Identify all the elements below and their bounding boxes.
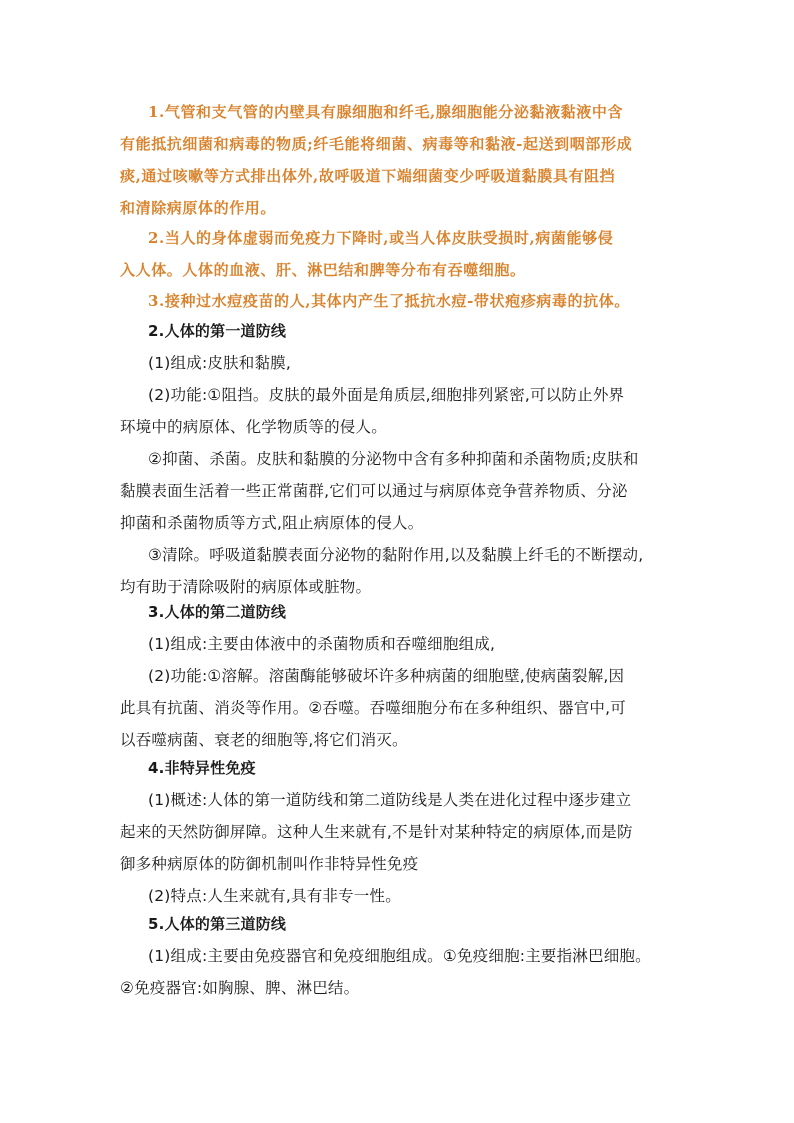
- orange-note-3: [120, 285, 692, 317]
- text-line: 有能抵抗细菌和病毒的物质;纤毛能将细菌、病毒等和黏液-起送到咽部形成: [120, 135, 633, 153]
- text-line: 1.气管和支气管的内壁具有腺细胞和纤毛,腺细胞能分泌黏液黏液中含: [148, 103, 624, 121]
- text-line: 均有助于清除吸附的病原体或脏物。: [120, 578, 372, 596]
- text-line: 御多种病原体的防御机制叫作非特异性免疫: [120, 855, 419, 873]
- text-line: 入人体。人体的血液、肝、淋巴结和脾等分布有吞噬细胞。: [120, 261, 526, 279]
- text-line: 黏膜表面生活着一些正常菌群,它们可以通过与病原体竞争营养物质、分泌: [120, 482, 628, 500]
- orange-note-2: [120, 222, 692, 286]
- section-heading: 5.人体的第三道防线: [148, 915, 287, 933]
- text-line: ②免疫器官:如胸腺、脾、淋巴结。: [120, 979, 360, 997]
- section-second-defense: [120, 596, 692, 756]
- text-line: (2)特点:人生来就有,具有非专一性。: [148, 887, 401, 905]
- text-line: 3.接种过水痘疫苗的人,其体内产生了抵抗水痘-带状疱疹病毒的抗体。: [148, 292, 630, 310]
- text-line: (2)功能:①溶解。溶菌酶能够破坏许多种病菌的细胞壁,使病菌裂解,因: [148, 667, 625, 685]
- section-third-defense: [120, 908, 692, 1004]
- text-line: 起来的天然防御屏障。这种人生来就有,不是针对某种特定的病原体,而是防: [120, 823, 633, 841]
- text-line: 环境中的病原体、化学物质等的侵人。: [120, 418, 387, 436]
- section-nonspecific-immunity: [120, 752, 692, 912]
- section-heading: 4.非特异性免疫: [148, 759, 256, 777]
- text-line: (1)概述:人体的第一道防线和第二道防线是人类在进化过程中逐步建立: [148, 791, 632, 809]
- section-heading: 2.人体的第一道防线: [148, 322, 287, 340]
- text-line: (1)组成:皮肤和黏膜,: [148, 354, 292, 372]
- text-line: 痰,通过咳嗽等方式排出体外,故呼吸道下端细菌变少呼吸道黏膜具有阻挡: [120, 167, 616, 185]
- text-line: ②抑菌、杀菌。皮肤和黏膜的分泌物中含有多种抑菌和杀菌物质;皮肤和: [148, 450, 639, 468]
- text-line: (2)功能:①阻挡。皮肤的最外面是角质层,细胞排列紧密,可以防止外界: [148, 386, 625, 404]
- text-line: 以吞噬病菌、衰老的细胞等,将它们消灭。: [120, 731, 408, 749]
- text-line: 此具有抗菌、消炎等作用。②吞噬。吞噬细胞分布在多种组织、器官中,可: [120, 699, 626, 717]
- text-line: ③清除。呼吸道黏膜表面分泌物的黏附作用,以及黏膜上纤毛的不断摆动,: [148, 546, 644, 564]
- text-line: 抑菌和杀菌物质等方式,阻止病原体的侵人。: [120, 514, 424, 532]
- orange-note-1: [120, 96, 692, 224]
- text-line: (1)组成:主要由免疫器官和免疫细胞组成。①免疫细胞:主要指淋巴细胞。: [148, 947, 651, 965]
- section-first-defense: [120, 315, 692, 603]
- section-heading: 3.人体的第二道防线: [148, 603, 287, 621]
- text-line: (1)组成:主要由体液中的杀菌物质和吞噬细胞组成,: [148, 635, 496, 653]
- text-line: 和清除病原体的作用。: [120, 199, 277, 217]
- text-line: 2.当人的身体虚弱而免疫力下降时,或当人体皮肤受损时,病菌能够侵: [148, 229, 614, 247]
